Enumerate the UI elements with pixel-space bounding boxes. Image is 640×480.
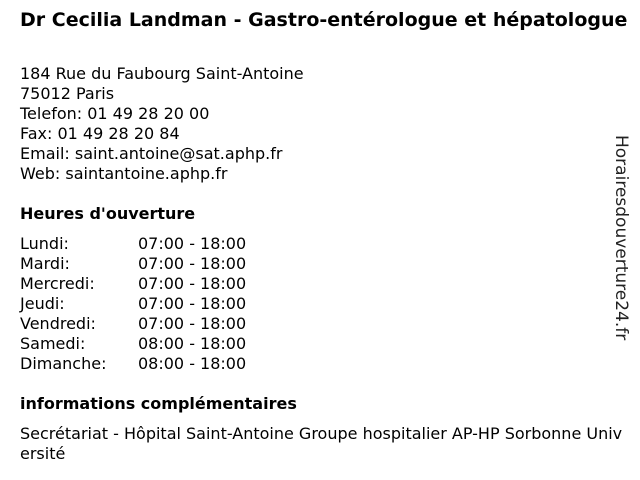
phone-line[interactable]: Telefon: 01 49 28 20 00: [20, 104, 210, 123]
day-label: Vendredi:: [20, 314, 96, 333]
day-label: Dimanche:: [20, 354, 107, 373]
hours-row-lundi: [20, 234, 246, 254]
address-street: 184 Rue du Faubourg Saint-Antoine: [20, 64, 304, 83]
hours-row-mardi: [20, 254, 246, 274]
day-hours: 07:00 - 18:00: [138, 254, 247, 273]
hours-row-jeudi: [20, 294, 246, 314]
day-hours: 08:00 - 18:00: [138, 334, 247, 353]
fax-line: Fax: 01 49 28 20 84: [20, 124, 180, 143]
email-line[interactable]: Email: saint.antoine@sat.aphp.fr: [20, 144, 283, 163]
hours-row-dimanche: [20, 354, 246, 374]
day-hours: 07:00 - 18:00: [138, 234, 247, 253]
day-label: Lundi:: [20, 234, 69, 253]
opening-hours-heading: Heures d'ouverture: [20, 204, 196, 223]
contact-block: [20, 64, 304, 184]
additional-info-heading: informations complémentaires: [20, 394, 297, 413]
opening-hours-table: [20, 234, 246, 374]
page-title: Dr Cecilia Landman - Gastro-entérologue et hépatologue: [20, 9, 628, 31]
day-label: Mardi:: [20, 254, 70, 273]
hours-row-samedi: [20, 334, 246, 354]
hours-row-vendredi: [20, 314, 246, 334]
web-line[interactable]: Web: saintantoine.aphp.fr: [20, 164, 228, 183]
day-hours: 07:00 - 18:00: [138, 294, 247, 313]
day-hours: 07:00 - 18:00: [138, 274, 247, 293]
site-watermark: Horairesdouverture24.fr: [611, 135, 631, 341]
day-hours: 08:00 - 18:00: [138, 354, 247, 373]
additional-info-text: Secrétariat - Hôpital Saint-Antoine Groupe hospitalier AP-HP Sorbonne Université: [20, 424, 623, 463]
address-city: 75012 Paris: [20, 84, 115, 103]
day-hours: 07:00 - 18:00: [138, 314, 247, 333]
day-label: Samedi:: [20, 334, 86, 353]
day-label: Mercredi:: [20, 274, 95, 293]
day-label: Jeudi:: [20, 294, 65, 313]
hours-row-mercredi: [20, 274, 246, 294]
